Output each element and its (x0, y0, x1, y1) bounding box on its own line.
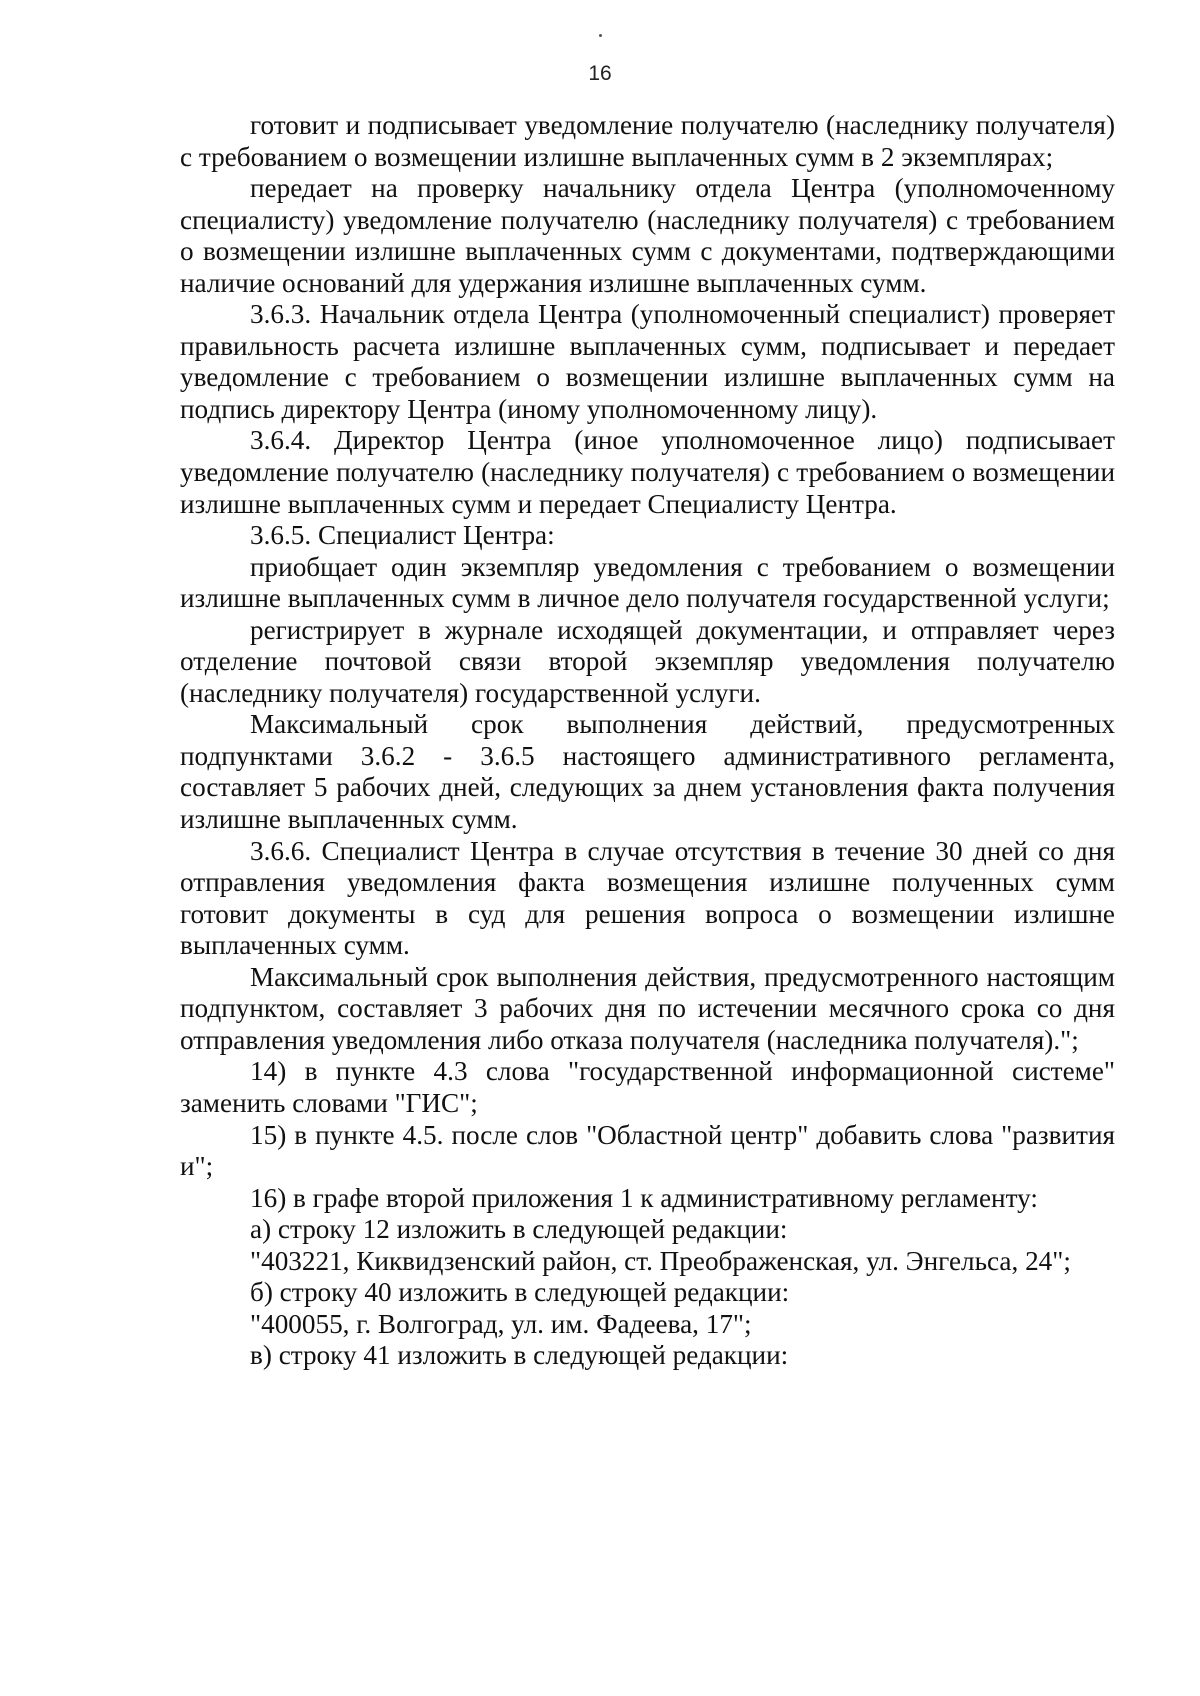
paragraph: "403221, Киквидзенский район, ст. Преображенская, ул. Энгельса, 24"; (250, 1245, 1071, 1276)
paragraph: 16) в графе второй приложения 1 к административному регламенту: (250, 1182, 1038, 1213)
paragraph: "400055, г. Волгоград, ул. им. Фадеева, 17"; (250, 1308, 752, 1339)
paragraph: 3.6.6. Специалист Центра в случае отсутствия в течение 30 дней со дня отправления уведомления факта возмещения излишне полученных сумм готовит документы в суд для решения вопроса о возмещении излишне выплаченных сумм. (180, 835, 1115, 961)
paragraph: готовит и подписывает уведомление получателю (наследнику получателя) с требованием о возмещении излишне выплаченных сумм в 2 экземплярах; (180, 110, 1115, 172)
paragraph: Максимальный срок выполнения действия, предусмотренного настоящим подпунктом, составляет 3 рабочих дня по истечении месячного срока со дня отправления уведомления либо отказа получателя (наследника получателя)."; (180, 961, 1115, 1055)
paragraph: приобщает один экземпляр уведомления с требованием о возмещении излишне выплаченных сумм в личное дело получателя государственной услуги; (180, 551, 1115, 614)
paragraph: 3.6.5. Специалист Центра: (250, 520, 555, 551)
paragraph: передает на проверку начальнику отдела Центра (уполномоченному специалисту) уведомление получателю (наследнику получателя) с требованием о возмещении излишне выплаченных сумм с документами, подтверждающими наличие оснований для удержания излишне выплаченных сумм. (180, 173, 1115, 298)
paragraph: б) строку 40 изложить в следующей редакции: (250, 1277, 790, 1308)
paragraph: регистрирует в журнале исходящей документации, и отправляет через отделение почтовой связи второй экземпляр уведомления получателю (наследнику получателя) государственной услуги. (180, 614, 1115, 708)
paragraph: а) строку 12 изложить в следующей редакции: (250, 1214, 788, 1245)
paragraph: в) строку 41 изложить в следующей редакции: (250, 1340, 789, 1371)
paragraph: 3.6.3. Начальник отдела Центра (уполномоченный специалист) проверяет правильность расчета излишне выплаченных сумм, подписывает и передает уведомление с требованием о возмещении излишне выплаченных сумм на подпись директору Центра (иному уполномоченному лицу). (180, 299, 1115, 424)
paragraph: 14) в пункте 4.3 слова "государственной информационной системе" заменить словами "ГИС"; (180, 1056, 1115, 1118)
scan-speck (599, 34, 602, 37)
body-text (180, 110, 1115, 1372)
paragraph: 3.6.4. Директор Центра (иное уполномоченное лицо) подписывает уведомление получателю (наследнику получателя) с требованием о возмещении излишне выплаченных сумм и передает Специалисту Центра. (180, 425, 1115, 519)
page-number: 16 (588, 62, 612, 85)
paragraph: Максимальный срок выполнения действий, предусмотренных подпунктами 3.6.2 - 3.6.5 настоящего административного регламента, составляет 5 рабочих дней, следующих за днем установления факта получения излишне выплаченных сумм. (180, 709, 1115, 835)
paragraph: 15) в пункте 4.5. после слов "Областной центр" добавить слова "развития и"; (180, 1119, 1115, 1182)
